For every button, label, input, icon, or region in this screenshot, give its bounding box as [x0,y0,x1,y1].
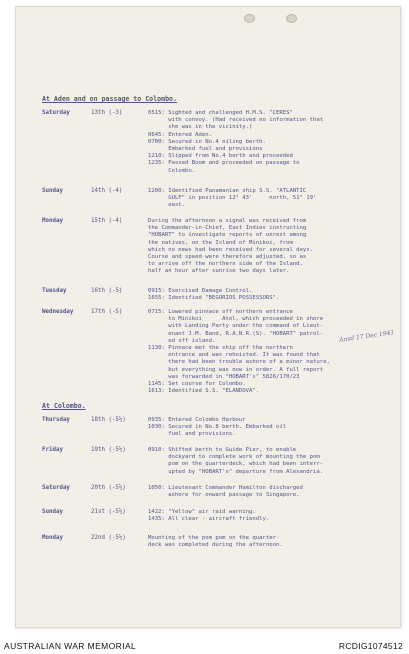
day-date: 15th (-4) [91,218,123,224]
day-date: 14th (-4) [91,188,123,194]
archive-credit: AUSTRALIAN WAR MEMORIAL [4,641,137,651]
section-heading-aden: At Aden and on passage to Colombo. [42,95,177,103]
day-date: 20th (-5½) [91,485,126,491]
day-date: 18th (-5½) [91,417,126,423]
day-entries [148,535,394,549]
section-heading-colombo: At Colombo. [42,402,86,410]
entry-line: 1200: Identified Panamanian ship S.S. "ATLANTIC [148,188,307,194]
day-date: 16th (-5) [91,288,123,294]
day-name: Wednesday [42,309,74,315]
entry-line: entrance and was rehoisted. It was found that [148,352,320,359]
entry-line: 1050: Lieutenant Commander Hamilton discharged [148,485,303,491]
entry-line: 0700: Secured in No.4 oiling berth. [148,138,266,145]
day-date: 13th (-3) [91,110,123,116]
entry-line: with convoy. (Had received no information that [148,117,324,124]
day-name: Monday [42,535,63,541]
entry-line: but everything was now in order. A full report [148,366,324,373]
entry-line: 1655: Identified "BEGORIOS POSSESSORS". [148,295,280,302]
entry-line: 0935: Entered Colombo Harbour [148,417,246,423]
entry-line: ashore for onward passage to Singapore. [148,492,300,499]
entry-line: 1130: Pinnace met the ship off the northern [148,345,293,352]
entry-line: Mounting of the pom pom on the quarter- [148,535,280,541]
day-entries [148,288,394,302]
day-entries [148,188,394,210]
entry-line: 0915: Exercised Damage Control. [148,288,253,294]
entry-line: 0645: Entered Aden. [148,131,212,138]
war-diary-text [16,7,400,627]
entry-line: with Landing Party under the command of Lieut- [148,323,324,330]
day-name: Sunday [42,188,63,194]
entry-line: to arrive off the northern side of the Island, [148,261,303,268]
entry-line: "HOBART" to investigate reports of unrest among [148,232,307,239]
entry-line: she was in the vicinity.) [148,124,253,131]
day-entries [148,110,394,175]
day-entries [148,485,394,499]
entry-line: Embarked fuel and provisions [148,146,263,153]
day-name: Friday [42,447,63,453]
entry-line: deck was completed during the afternoon. [148,542,283,549]
entry-line: east. [148,202,186,209]
day-entries [148,309,394,395]
archive-reference-id: RCDIG1074512 [338,641,403,651]
entry-line: upted by "HOBART's" departure from Alexandria. [148,468,324,475]
day-name: Monday [42,218,63,224]
entry-line: 1235: Passed Boom and proceeded on passage to [148,160,300,167]
day-name: Thursday [42,417,70,423]
entry-line: half an hour after sunrise two days later. [148,268,290,275]
day-name: Sunday [42,509,63,515]
entry-line: Course and speed were therefore adjusted, so as [148,254,307,261]
entry-line: 1030: Secured in No.8 berth. Embarked oil [148,424,287,431]
document-page [15,6,401,628]
entry-line: GULF" in position 12° 43' north, 51° 19' [148,195,317,202]
entry-line: enant J.M. Band, R.A.N.R.(S). "HOBART" patrol- [148,330,324,337]
entry-line: During the afternoon a signal was received from [148,218,307,224]
entry-line: was forwarded in "HOBART's" 5826/170/23 [148,373,300,380]
day-entries [148,509,394,523]
archive-footer [0,633,409,654]
entry-line: the Commander-in-Chief, East Indies instructing [148,225,307,232]
entry-line: 0910: Shifted berth to Guide Pier, to enable [148,447,297,453]
entry-line: to Minikoi Atol, which proceeded in shore [148,316,324,323]
day-date: 22nd (-5½) [91,535,126,541]
entry-line: which no news had been received for several days. [148,246,314,253]
day-name: Tuesday [42,288,67,294]
entry-line: 1435: All clear - aircraft friendly. [148,516,270,523]
entry-line: 1422: "Yellow" air raid warning. [148,509,256,515]
day-date: 21st (-5½) [91,509,126,515]
entry-line: the natives, on the Island of Minikoi, from [148,239,293,246]
entry-line: fuel and provisions. [148,431,236,438]
entry-line: pom on the quarterdeck, which had been interr- [148,461,324,468]
day-entries [148,417,394,439]
day-name: Saturday [42,110,70,116]
entry-line: Colombo. [148,167,196,174]
entry-line: 0715: Lowered pinnace off northern entrance [148,309,293,315]
day-name: Saturday [42,485,70,491]
day-entries [148,447,394,476]
entry-line: 1210: Slipped from No.4 berth and proceeded [148,153,293,160]
entry-line: ed off island. [148,337,216,344]
entry-line: there had been trouble ashore of a minor nature, [148,359,330,366]
entry-line: 0515: Sighted and challenged H.M.S. "CERES" [148,110,293,116]
handwritten-annotation: Ansd 17 Dec 1941 [338,329,395,344]
entry-line: dockyard to complete work of mounting the pom [148,454,320,461]
entry-line: 1145: Set course for Colombo. [148,381,246,388]
day-date: 17th (-5) [91,309,123,315]
day-entries [148,218,394,276]
day-date: 19th (-5½) [91,447,126,453]
entry-line: 1613: Identified S.S. "ELANDOVA". [148,388,260,395]
